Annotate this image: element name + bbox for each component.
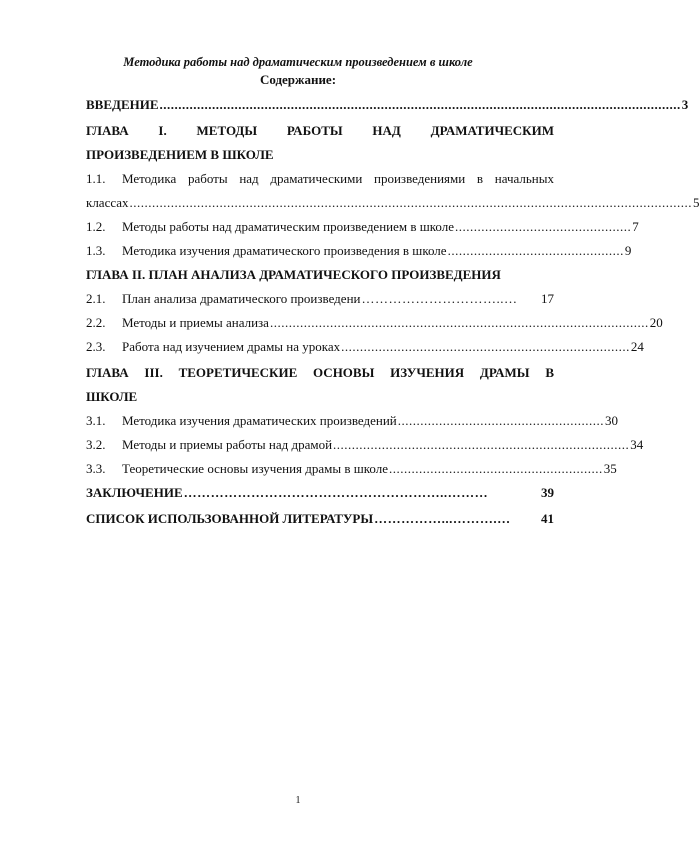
toc-page-number: 35 — [603, 461, 617, 476]
toc-word: III. — [144, 365, 163, 380]
toc-entry-conclusion[interactable] — [86, 484, 554, 502]
toc-entry-2-2[interactable] — [86, 314, 663, 332]
toc-entry-3-1[interactable] — [86, 412, 619, 430]
toc-leader-dots: ……………...……….… — [374, 511, 511, 526]
toc-leader-dots: ....................................................... — [397, 413, 605, 428]
toc-entry-label — [122, 170, 554, 188]
toc-word: ДРАМЫ — [479, 365, 530, 380]
toc-section-number: 3.3. — [86, 461, 106, 476]
toc-page-number: 17 — [541, 291, 554, 306]
toc-word: ГЛАВА — [86, 365, 129, 380]
toc-page-number: 5 — [693, 195, 700, 210]
toc-page-number: 34 — [630, 437, 644, 452]
toc-entry-label: СПИСОК ИСПОЛЬЗОВАННОЙ ЛИТЕРАТУРЫ — [86, 511, 374, 526]
toc-section-number: 3.1. — [86, 413, 106, 428]
toc-leader-dots: ........................................................................................................................................... — [159, 97, 681, 112]
toc-entry-label: Методы и приемы анализа — [122, 315, 269, 330]
toc-section-number: 1.2. — [86, 219, 106, 234]
toc-chapter-1-line-1[interactable] — [86, 122, 554, 140]
toc-entry-2-1[interactable] — [86, 290, 554, 308]
toc-entry-label: Методика изучения драматического произведения в школе — [122, 243, 447, 258]
toc-page-number: 30 — [605, 413, 619, 428]
toc-chapter-1-line-2[interactable]: ПРОИЗВЕДЕНИЕМ В ШКОЛЕ — [86, 147, 274, 162]
toc-word: РАБОТЫ — [286, 123, 343, 138]
toc-word: ИЗУЧЕНИЯ — [390, 365, 465, 380]
document-title: Методика работы над драматическим произведением в школе — [123, 55, 473, 69]
toc-word: над — [239, 171, 259, 186]
toc-section-number: 2.1. — [86, 291, 106, 306]
toc-leader-dots: ............................................... — [455, 219, 632, 234]
toc-entry-label: ЗАКЛЮЧЕНИЕ — [86, 485, 183, 500]
toc-page-number: 3 — [681, 97, 689, 112]
toc-word: начальных — [494, 171, 554, 186]
toc-entry-label: Методы и приемы работы над драмой — [122, 437, 333, 452]
toc-section-number: 2.2. — [86, 315, 106, 330]
toc-page-number: 9 — [624, 243, 632, 258]
toc-page-number: 39 — [541, 485, 554, 500]
toc-word: МЕТОДЫ — [196, 123, 258, 138]
toc-leader-dots: ......................................................... — [389, 461, 603, 476]
toc-entry-label: Методы работы над драматическим произведением в школе — [122, 219, 455, 234]
toc-section-number: 3.2. — [86, 437, 106, 452]
toc-page-number: 41 — [541, 511, 554, 526]
toc-section-number: 1.1. — [86, 171, 106, 186]
toc-entry-label: Методика изучения драматических произведений — [122, 413, 397, 428]
toc-entry-references[interactable] — [86, 510, 554, 528]
toc-entry-1-3[interactable] — [86, 242, 632, 260]
toc-entry-2-3[interactable] — [86, 338, 644, 356]
toc-entry-1-1-line-2[interactable] — [86, 194, 700, 212]
toc-word: работы — [187, 171, 228, 186]
toc-entry-label: План анализа драматического произведени — [122, 291, 361, 306]
toc-page-number: 7 — [632, 219, 639, 234]
toc-word: в — [476, 171, 484, 186]
toc-word: I. — [158, 123, 167, 138]
toc-leader-dots: ............................................................................. — [341, 339, 630, 354]
toc-entry-3-2[interactable] — [86, 436, 644, 454]
toc-leader-dots: ............................................... — [447, 243, 624, 258]
toc-chapter-2[interactable]: ГЛАВА II. ПЛАН АНАЛИЗА ДРАМАТИЧЕСКОГО ПРОИЗВЕДЕНИЯ — [86, 267, 501, 282]
toc-entry-label: классах — [86, 195, 129, 210]
toc-leader-dots: …………………………………………………..……… — [183, 485, 489, 500]
toc-entry-1-1-line-1[interactable] — [86, 170, 554, 188]
toc-entry-label: Работа над изучением драмы на уроках — [122, 339, 341, 354]
toc-word: драматическими — [270, 171, 363, 186]
toc-section-number: 2.3. — [86, 339, 106, 354]
toc-word: НАД — [372, 123, 401, 138]
toc-entry-label: ВВЕДЕНИЕ — [86, 97, 159, 112]
page-number: 1 — [295, 795, 301, 806]
toc-entry-1-2[interactable] — [86, 218, 639, 236]
toc-leader-dots: ..................................................................................................... — [269, 315, 649, 330]
contents-heading: Содержание: — [259, 72, 337, 87]
toc-word: ДРАМАТИЧЕСКИМ — [430, 123, 554, 138]
toc-word: ГЛАВА — [86, 123, 129, 138]
toc-section-number: 1.3. — [86, 243, 106, 258]
toc-word: В — [545, 365, 554, 380]
toc-leader-dots: …………………………..… — [361, 291, 518, 306]
toc-chapter-3-line-1[interactable] — [86, 364, 554, 382]
toc-entry-intro[interactable] — [86, 96, 689, 114]
toc-leader-dots: ............................................................................... — [333, 437, 630, 452]
toc-page-number: 20 — [649, 315, 663, 330]
toc-word: ОСНОВЫ — [313, 365, 375, 380]
toc-word: произведениями — [374, 171, 466, 186]
toc-entry-label: Теоретические основы изучения драмы в школе — [122, 461, 388, 476]
toc-entry-3-3[interactable] — [86, 460, 617, 478]
toc-page-number: 24 — [630, 339, 644, 354]
toc-leader-dots: ...................................................................................................................................................... — [129, 195, 693, 210]
toc-word: ТЕОРЕТИЧЕСКИЕ — [178, 365, 298, 380]
toc-word: Методика — [122, 171, 177, 186]
toc-chapter-3-line-2[interactable]: ШКОЛЕ — [86, 389, 138, 404]
